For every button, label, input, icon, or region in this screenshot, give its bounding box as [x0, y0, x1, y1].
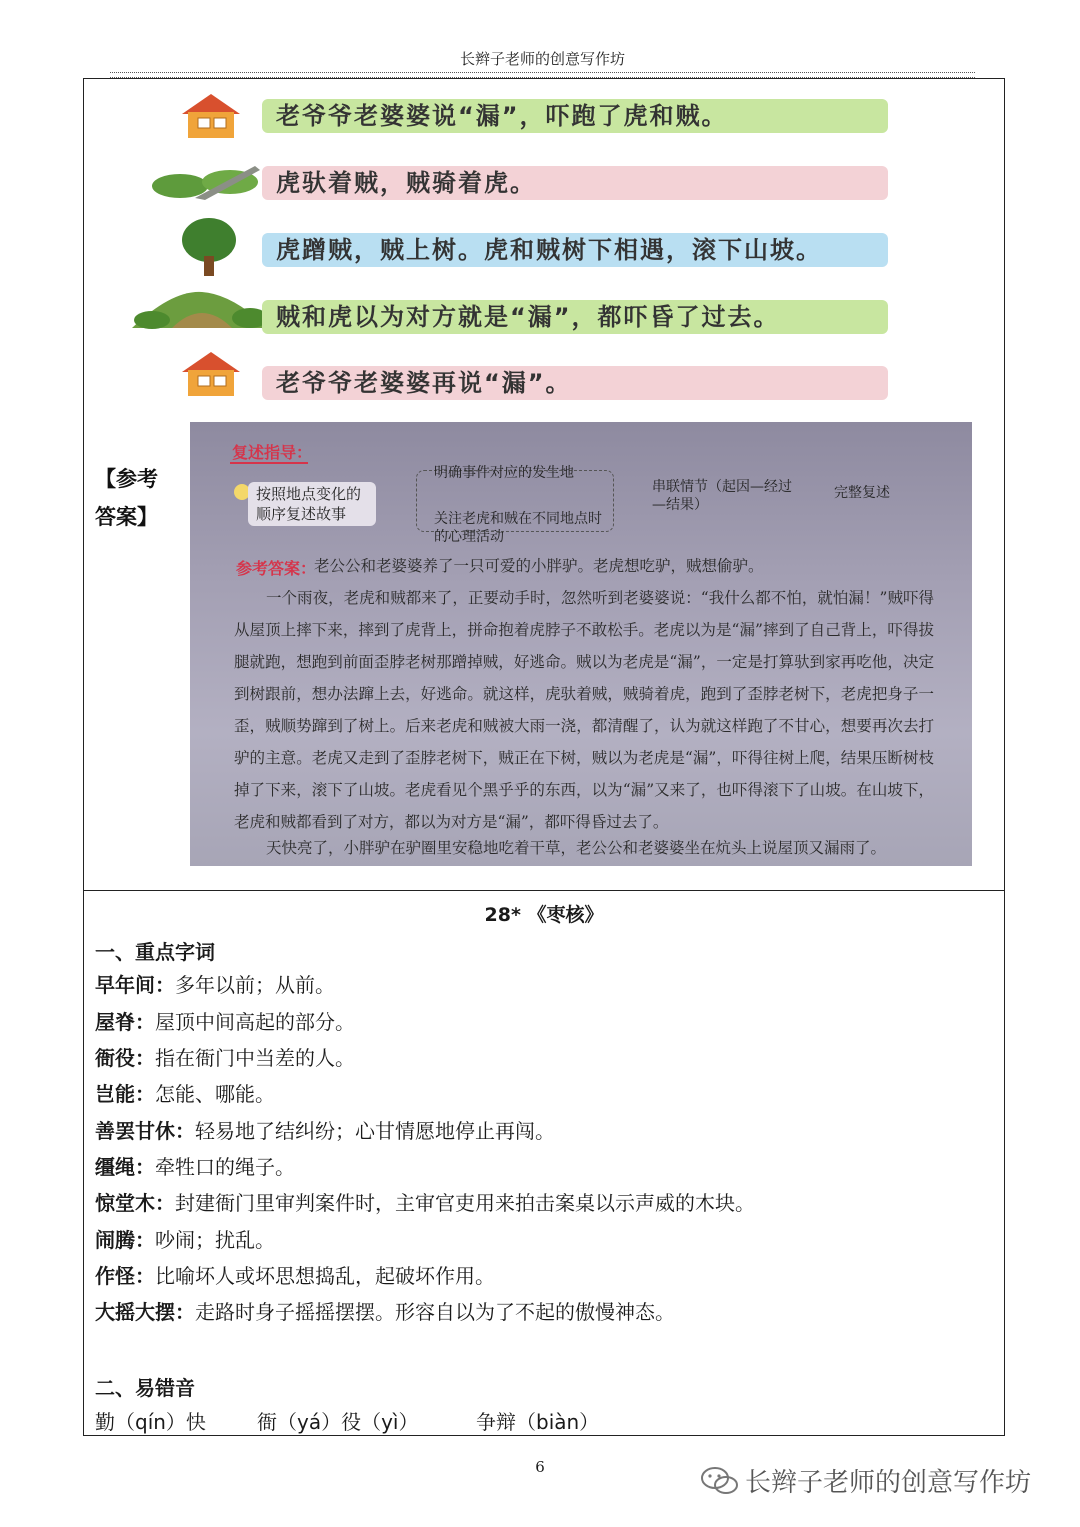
story-strip-4: 贼和虎以为对方就是“漏”，都吓昏了过去。: [262, 300, 888, 334]
guide-title-underline: [230, 462, 308, 464]
term-row: [95, 970, 335, 1000]
lesson-title: 28* 《枣核》: [484, 904, 604, 926]
term-row: [95, 1007, 355, 1037]
term-definition: 指在衙门中当差的人。: [155, 1046, 355, 1070]
term-word: 岂能：: [95, 1082, 155, 1106]
tree-icon: [178, 216, 240, 282]
term-definition: 怎能、哪能。: [155, 1082, 275, 1106]
term-definition: 走路时身子摇摇摆摆。形容自以为了不起的傲慢神态。: [195, 1300, 675, 1324]
term-word: 缰绳：: [95, 1155, 155, 1179]
pronunciation-item: 勤（qín）快: [95, 1410, 206, 1434]
answer-first-line: 老公公和老婆婆养了一只可爱的小胖驴。老虎想吃驴，贼想偷驴。: [314, 557, 764, 575]
term-word: 大摇大摆：: [95, 1300, 195, 1324]
hill-icon: [132, 284, 268, 336]
term-word: 早年间：: [95, 973, 175, 997]
term-row: [95, 1043, 355, 1073]
house-icon: [178, 92, 244, 144]
house-icon: [178, 350, 244, 402]
textbook-photo: [190, 422, 972, 866]
term-word: 作怪：: [95, 1264, 155, 1288]
story-strip-5: 老爷爷老婆婆再说“漏”。: [262, 366, 888, 400]
pronunciation-item: 争辩（biàn）: [476, 1410, 600, 1434]
guide-title: 复述指导：: [232, 443, 313, 462]
page-number: 6: [535, 1458, 545, 1476]
guide-box: 按照地点变化的顺序复述故事: [248, 482, 376, 526]
term-definition: 比喻坏人或坏思想捣乱，起破坏作用。: [155, 1264, 495, 1288]
branch-text-1: 明确事件对应的发生地: [434, 465, 574, 481]
term-word: 惊堂木：: [95, 1191, 175, 1215]
section-divider: [83, 890, 1005, 891]
result-text: 完整复述: [834, 485, 890, 501]
reference-answer-label: 【参考答案】: [95, 467, 158, 529]
term-word: 善罢甘休：: [95, 1119, 195, 1143]
story-strip-3: 虎蹭贼，贼上树。虎和贼树下相遇，滚下山坡。: [262, 233, 888, 267]
page-header: 长辫子老师的创意写作坊: [459, 50, 625, 68]
answer-paragraph-3: 天快亮了，小胖驴在驴圈里安稳地吃着干草，老公公和老婆婆坐在炕头上说屋顶又漏雨了。: [266, 839, 887, 857]
term-word: 衙役：: [95, 1046, 155, 1070]
term-row: [95, 1188, 755, 1218]
story-strip-2: 虎驮着贼，贼骑着虎。: [262, 166, 888, 200]
section-heading-pronunciation: 二、易错音: [95, 1376, 195, 1400]
term-definition: 轻易地了结纠纷；心甘情愿地停止再闯。: [195, 1119, 555, 1143]
answer-label: 参考答案：: [236, 559, 317, 578]
chain-text: 串联情节（起因—经过—结果）: [652, 479, 792, 513]
term-word: 屋脊：: [95, 1010, 155, 1034]
pronunciation-item: 衙（yá）役（yì）: [257, 1410, 419, 1434]
term-row: [95, 1079, 275, 1109]
watermark-text: 长辫子老师的创意写作坊: [745, 1468, 1032, 1498]
term-word: 闹腾：: [95, 1228, 155, 1252]
answer-paragraph-2: 一个雨夜，老虎和贼都来了，正要动手时，忽然听到老婆婆说：“我什么都不怕，就怕漏！”贼吓得从屋顶上摔下来，摔到了虎背上，拼命抱着虎脖子不敢松手。老虎以为是“漏”摔到了自己背上，吓得拔腿就跑，想跑到前面歪脖老树那蹭掉贼，好逃命。贼以为老虎是“漏”，一定是打算驮到家再吃他，决定到树跟前，想办法蹿上去，好逃命。就这样，虎驮着贼，贼骑着虎，跑到了歪脖老树下，老虎把身子一歪，贼顺势蹿到了树上。后来老虎和贼被大雨一浇，都清醒了，认为就这样跑了不甘心，想要再次去打驴的主意。老虎又走到了歪脖老树下，贼正在下树，贼以为老虎是“漏”，吓得往树上爬，结果压断树枝掉了下来，滚下了山坡。老虎看见个黑乎乎的东西，以为“漏”又来了，也吓得滚下了山坡。在山坡下，老虎和贼都看到了对方，都以为对方是“漏”，都吓得昏过去了。: [234, 589, 934, 831]
term-definition: 封建衙门里审判案件时，主审官吏用来拍击案桌以示声威的木块。: [175, 1191, 755, 1215]
branch-text-2: 关注老虎和贼在不同地点时的心理活动: [434, 511, 602, 545]
term-definition: 吵闹；扰乱。: [155, 1228, 275, 1252]
section-heading-key-words: 一、重点字词: [95, 940, 215, 964]
story-strip-1: 老爷爷老婆婆说“漏”，吓跑了虎和贼。: [262, 99, 888, 133]
term-row: [95, 1116, 555, 1146]
term-row: [95, 1152, 295, 1182]
term-definition: 牵牲口的绳子。: [155, 1155, 295, 1179]
term-row: [95, 1297, 675, 1327]
term-row: [95, 1225, 275, 1255]
term-definition: 多年以前；从前。: [175, 973, 335, 997]
term-row: [95, 1261, 495, 1291]
road-icon: [150, 160, 260, 204]
wechat-icon: [700, 1465, 740, 1501]
term-definition: 屋顶中间高起的部分。: [155, 1010, 355, 1034]
